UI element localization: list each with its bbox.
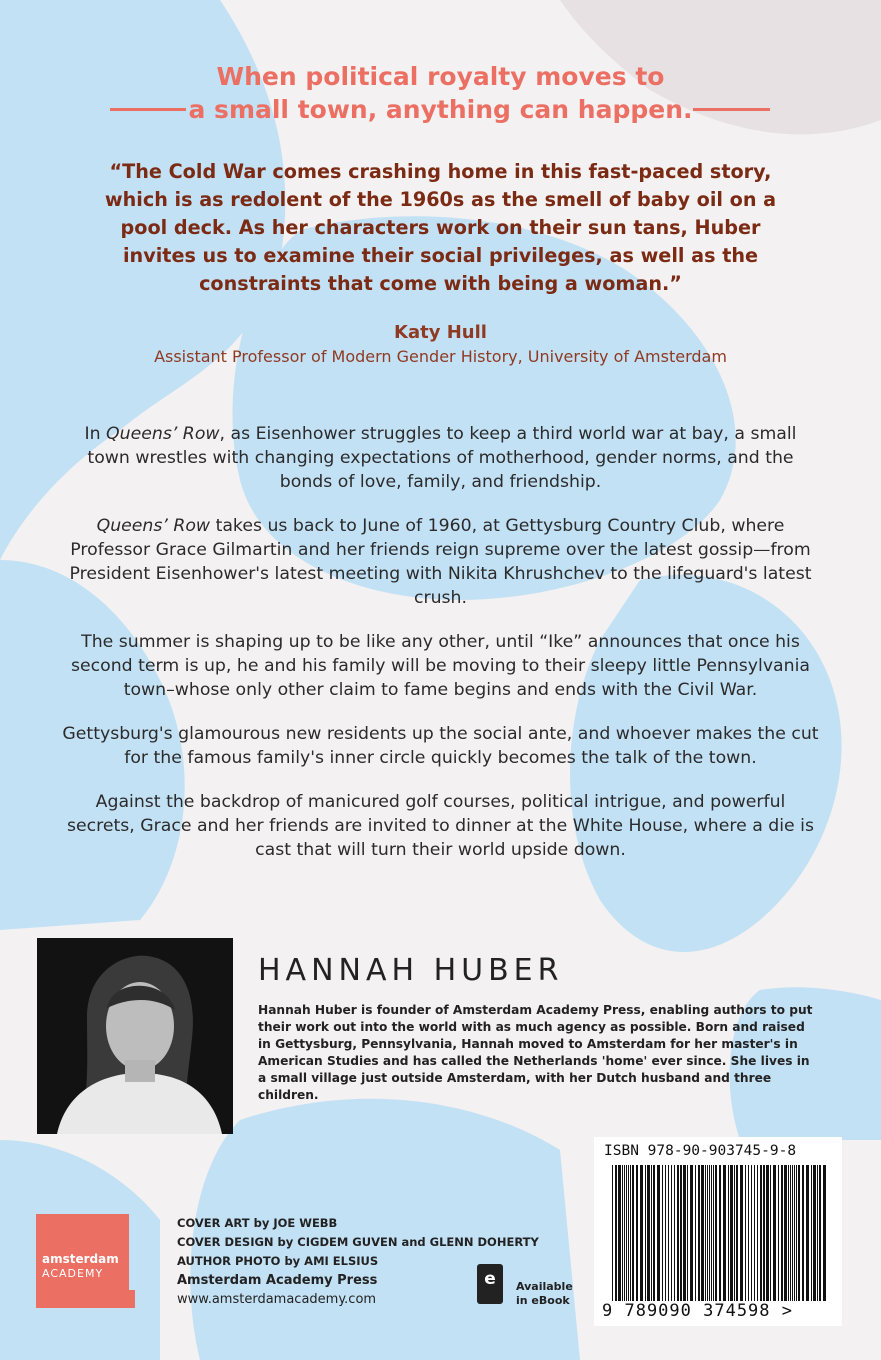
isbn-barcode	[594, 1137, 842, 1326]
barcode-bar	[773, 1165, 776, 1301]
barcode-bar	[622, 1165, 623, 1301]
blurb-text: In	[84, 424, 107, 444]
quote-affiliation: Assistant Professor of Modern Gender History, University of Amsterdam	[154, 347, 727, 366]
barcode-bar	[636, 1165, 638, 1301]
barcode-bar	[671, 1165, 672, 1301]
publisher-name: Amsterdam Academy Press	[177, 1273, 378, 1288]
barcode-bar	[770, 1165, 771, 1301]
barcode-bar	[715, 1165, 717, 1301]
barcode-bar	[668, 1165, 669, 1301]
barcode-bar	[745, 1165, 746, 1301]
barcode-bar	[713, 1165, 714, 1301]
barcode-bar	[792, 1165, 793, 1301]
barcode-bar	[665, 1165, 666, 1301]
barcode-bar	[687, 1165, 688, 1301]
credit-cover-art: COVER ART by JOE WEBB	[177, 1216, 338, 1230]
barcode-bars	[612, 1165, 826, 1301]
barcode-bar	[662, 1165, 663, 1301]
blurb-paragraph	[62, 514, 819, 610]
barcode-digits: 9 789090 374598 >	[602, 1301, 793, 1321]
barcode-bar	[760, 1165, 762, 1301]
author-portrait-image	[37, 938, 233, 1134]
ebook-icon-glyph: e	[484, 1269, 496, 1289]
barcode-bar	[788, 1165, 789, 1301]
barcode-bar	[790, 1165, 791, 1301]
barcode-bar	[707, 1165, 708, 1301]
barcode-bar	[806, 1165, 809, 1301]
barcode-bar	[651, 1165, 652, 1301]
ebook-icon	[477, 1264, 503, 1304]
quote-author: Katy Hull	[394, 322, 487, 343]
blurb-text: takes us back to June of 1960, at Gettysburg Country Club, where Professor Grace Gilmartin and her friends reign supreme over the latest gossip—from President Eisenhower's latest meeting with Nikita Khrushchev to the lifeguard's latest crush.	[69, 516, 812, 608]
barcode-bar	[657, 1165, 660, 1301]
publisher-logo	[36, 1214, 129, 1308]
barcode-bar	[796, 1165, 797, 1301]
barcode-bar	[728, 1165, 729, 1301]
barcode-bar	[763, 1165, 765, 1301]
tagline-rule-left	[110, 108, 186, 111]
barcode-bar	[748, 1165, 749, 1301]
barcode-bar	[624, 1165, 625, 1301]
barcode-bar	[817, 1165, 818, 1301]
barcode-bar	[626, 1165, 627, 1301]
barcode-bar	[794, 1165, 795, 1301]
barcode-bar	[811, 1165, 812, 1301]
barcode-bar	[677, 1165, 679, 1301]
barcode-bar	[653, 1165, 655, 1301]
barcode-bar	[645, 1165, 646, 1301]
barcode-bar	[813, 1165, 816, 1301]
barcode-bar	[709, 1165, 710, 1301]
barcode-bar	[701, 1165, 704, 1301]
barcode-bar	[680, 1165, 682, 1301]
barcode-bar	[719, 1165, 721, 1301]
barcode-bar	[798, 1165, 800, 1301]
barcode-bar	[711, 1165, 712, 1301]
barcode-bar	[698, 1165, 700, 1301]
barcode-bar	[740, 1165, 743, 1301]
author-bio: Hannah Huber is founder of Amsterdam Academy Press, enabling authors to put their work out into the world with as much agency as possible. Born and raised in Gettysburg, Pennsylvania, Hannah moved to Amsterdam for her master's in American Studies and has called the Netherlands 'home' ever since. She lives in a small village just outside Amsterdam, with her Dutch husband and three children.	[258, 1003, 813, 1102]
blurb-paragraph: Against the backdrop of manicured golf courses, political intrigue, and powerful secrets, Grace and her friends are invited to dinner at the White House, where a die is cast that will turn their world upside down.	[67, 792, 814, 860]
author-photo	[37, 938, 233, 1134]
barcode-bar	[823, 1165, 826, 1301]
ebook-line-2: in eBook	[516, 1294, 570, 1307]
barcode-bar	[628, 1165, 629, 1301]
barcode-bar	[632, 1165, 634, 1301]
barcode-bar	[647, 1165, 650, 1301]
tagline-line-2: a small town, anything can happen.	[188, 95, 693, 124]
barcode-bar	[618, 1165, 621, 1301]
barcode-bar	[757, 1165, 758, 1301]
barcode-bar	[734, 1165, 735, 1301]
barcode-bar	[766, 1165, 769, 1301]
tagline-rule-right	[693, 108, 770, 111]
review-quote: “The Cold War comes crashing home in this fast-paced story, which is as redolent of the 1960s as the smell of baby oil on a pool deck. As her characters work on their sun tans, Huber invites us to examine their social privileges, as well as the constraints that come with being a woman.”	[104, 160, 777, 295]
barcode-bar	[778, 1165, 779, 1301]
book-title: Queens’ Row	[96, 516, 211, 536]
isbn-label: ISBN 978-90-903745-9-8	[604, 1143, 797, 1159]
blurb-paragraph: Gettysburg's glamourous new residents up the social ante, and whoever makes the cut for the famous family's inner circle quickly becomes the talk of the town.	[62, 724, 819, 768]
barcode-bar	[630, 1165, 631, 1301]
tagline	[0, 60, 881, 126]
credit-cover-design: COVER DESIGN by CIGDEM GUVEN and GLENN DOHERTY	[177, 1235, 539, 1249]
barcode-bar	[736, 1165, 738, 1301]
barcode-bar	[695, 1165, 696, 1301]
tagline-line-1: When political royalty moves to	[216, 62, 665, 91]
blurb-text: , as Eisenhower struggles to keep a third world war at bay, a small town wrestles with changing expectations of motherhood, gender norms, and the bonds of love, family, and friendship.	[87, 424, 797, 492]
logo-text-line-1: amsterdam	[42, 1252, 119, 1266]
blurb-paragraph: The summer is shaping up to be like any other, until “Ike” announces that once his second term is up, he and his family will be moving to their sleepy little Pennsylvania town–whose only other claim to fame begins and ends with the Civil War.	[71, 632, 810, 700]
barcode-bar	[802, 1165, 804, 1301]
logo-text-line-2: ACADEMY	[42, 1267, 104, 1280]
barcode-bar	[674, 1165, 675, 1301]
barcode-bar	[819, 1165, 821, 1301]
credit-author-photo: AUTHOR PHOTO by AMI ELSIUS	[177, 1254, 379, 1268]
barcode-bar	[751, 1165, 752, 1301]
book-blurb	[62, 422, 819, 882]
barcode-bar	[705, 1165, 706, 1301]
barcode-bar	[754, 1165, 755, 1301]
barcode-bar	[683, 1165, 686, 1301]
barcode-bar	[612, 1165, 613, 1301]
author-name: HANNAH HUBER	[258, 953, 564, 988]
barcode-bar	[723, 1165, 726, 1301]
ebook-line-1: Available	[516, 1280, 573, 1293]
logo-notch	[129, 1290, 135, 1308]
barcode-bar	[730, 1165, 733, 1301]
barcode-bar	[690, 1165, 693, 1301]
publisher-url[interactable]: www.amsterdamacademy.com	[177, 1292, 377, 1307]
ebook-availability	[516, 1280, 573, 1308]
barcode-bar	[781, 1165, 783, 1301]
barcode-bar	[615, 1165, 617, 1301]
book-title: Queens’ Row	[106, 424, 220, 444]
barcode-bar	[784, 1165, 787, 1301]
blurb-paragraph	[62, 422, 819, 494]
barcode-bar	[640, 1165, 643, 1301]
